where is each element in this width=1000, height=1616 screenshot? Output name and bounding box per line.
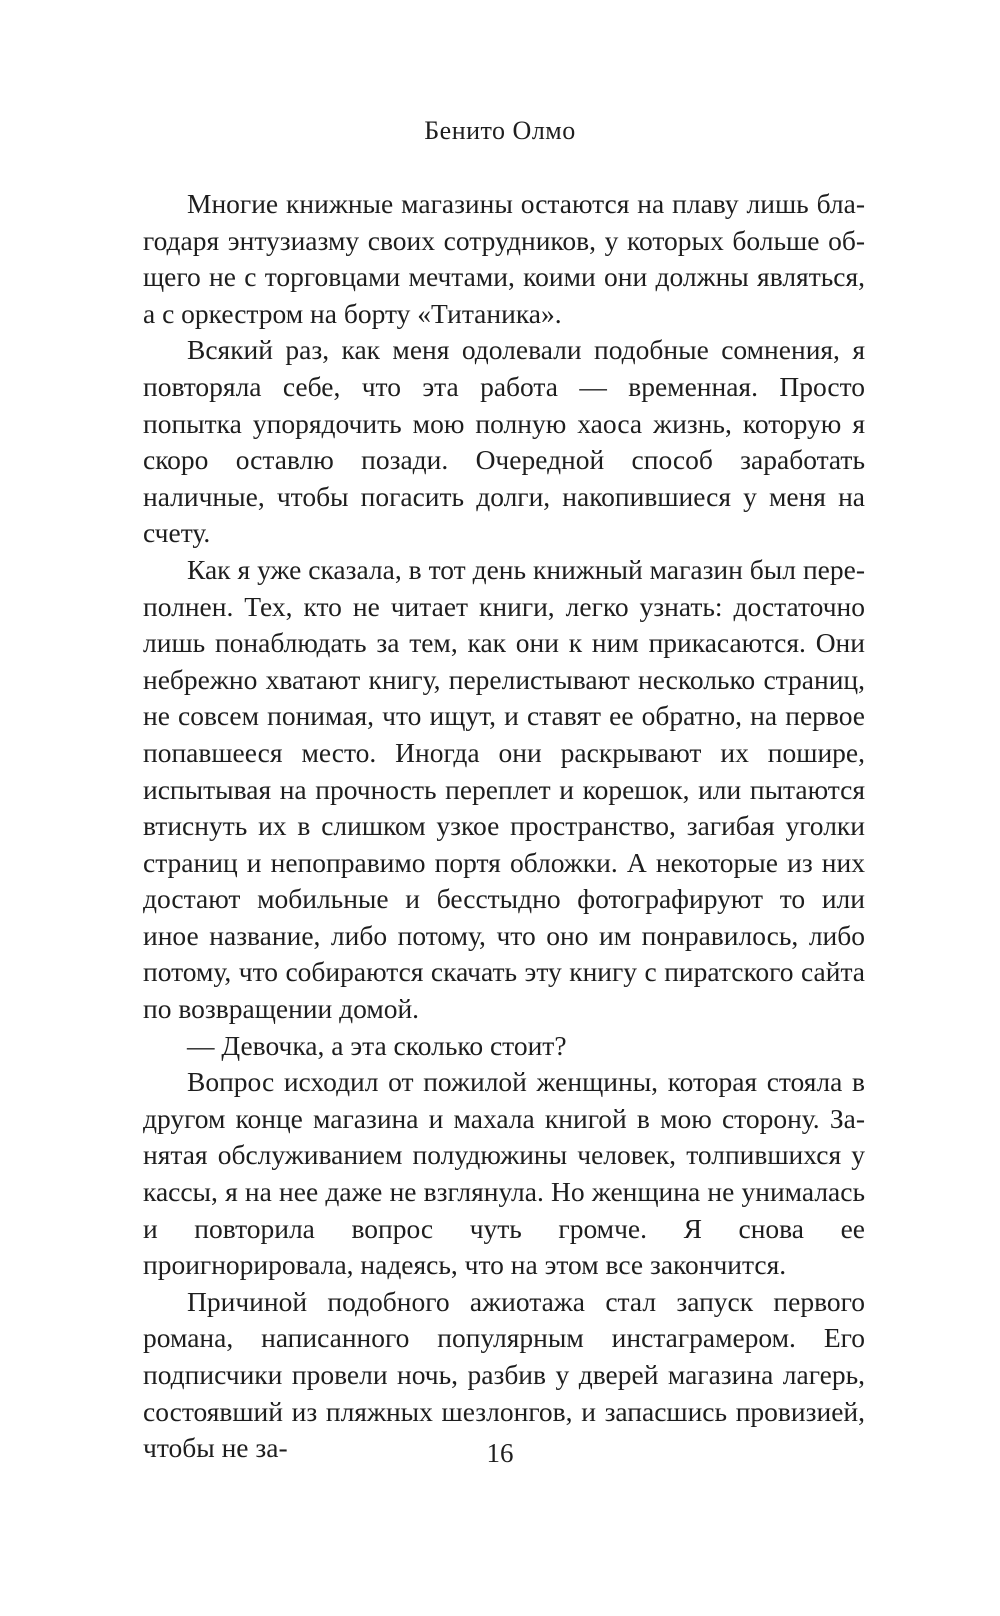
paragraph: Многие книжные магазины остаются на плаву лишь благодаря энтузиазму своих сотрудников, у которых больше общего не с торговцами мечтами, коими они должны являться, а с оркестром на борту «Титаника». [143, 188, 865, 329]
paragraph: Как я уже сказала, в тот день книжный магазин был переполнен. Тех, кто не читает книги, легко узнать: достаточно лишь понаблюдать за тем, как они к ним прикасаются. Они небрежно хватают книгу, перелистывают несколько страниц, не совсем понимая, что ищут, и ставят ее обратно, на первое попавшееся место. Иногда они раскрывают их пошире, испытывая на прочность переплет и корешок, или пытаются втиснуть их в слишком узкое пространство, загибая уголки страниц и непоправимо портя обложки. А некоторые из них достают мобильные и бесстыдно фотографируют то или иное название, либо потому, что оно им понравилось, либо потому, что собираются скачать эту книгу с пиратского сайта по возвращении домой. [143, 553, 865, 1025]
running-header-author: Бенито Олмо [424, 116, 576, 145]
paragraph: Вопрос исходил от пожилой женщины, которая стояла в другом конце магазина и махала книгой в мою сторону. Занятая обслуживанием полудюжины человек, толпившихся у кассы, я на нее даже не взглянула. Но женщина не унималась и повторила вопрос чуть громче. Я снова ее проигнорировала, надеясь, что на этом все закончится. [143, 1066, 865, 1281]
paragraph: Всякий раз, как меня одолевали подобные сомнения, я повторяла себе, что эта работа — временная. Просто попытка упорядочить мою полную хаоса жизнь, которую я скоро оставлю позади. Очередной способ заработать наличные, чтобы погасить долги, накопившиеся у меня на счету. [143, 334, 865, 549]
page-number: 16 [486, 1438, 514, 1468]
body-text [143, 186, 865, 1467]
paragraph: Причиной подобного ажиотажа стал запуск первого романа, написанного популярным инстаграмером. Его подписчики провели ночь, разбив у дверей магазина лагерь, состоявший из пляжных шезлонгов, и запасшись провизией, чтобы не за- [143, 1285, 865, 1464]
dialogue-line: — Девочка, а эта сколько стоит? [187, 1029, 567, 1061]
